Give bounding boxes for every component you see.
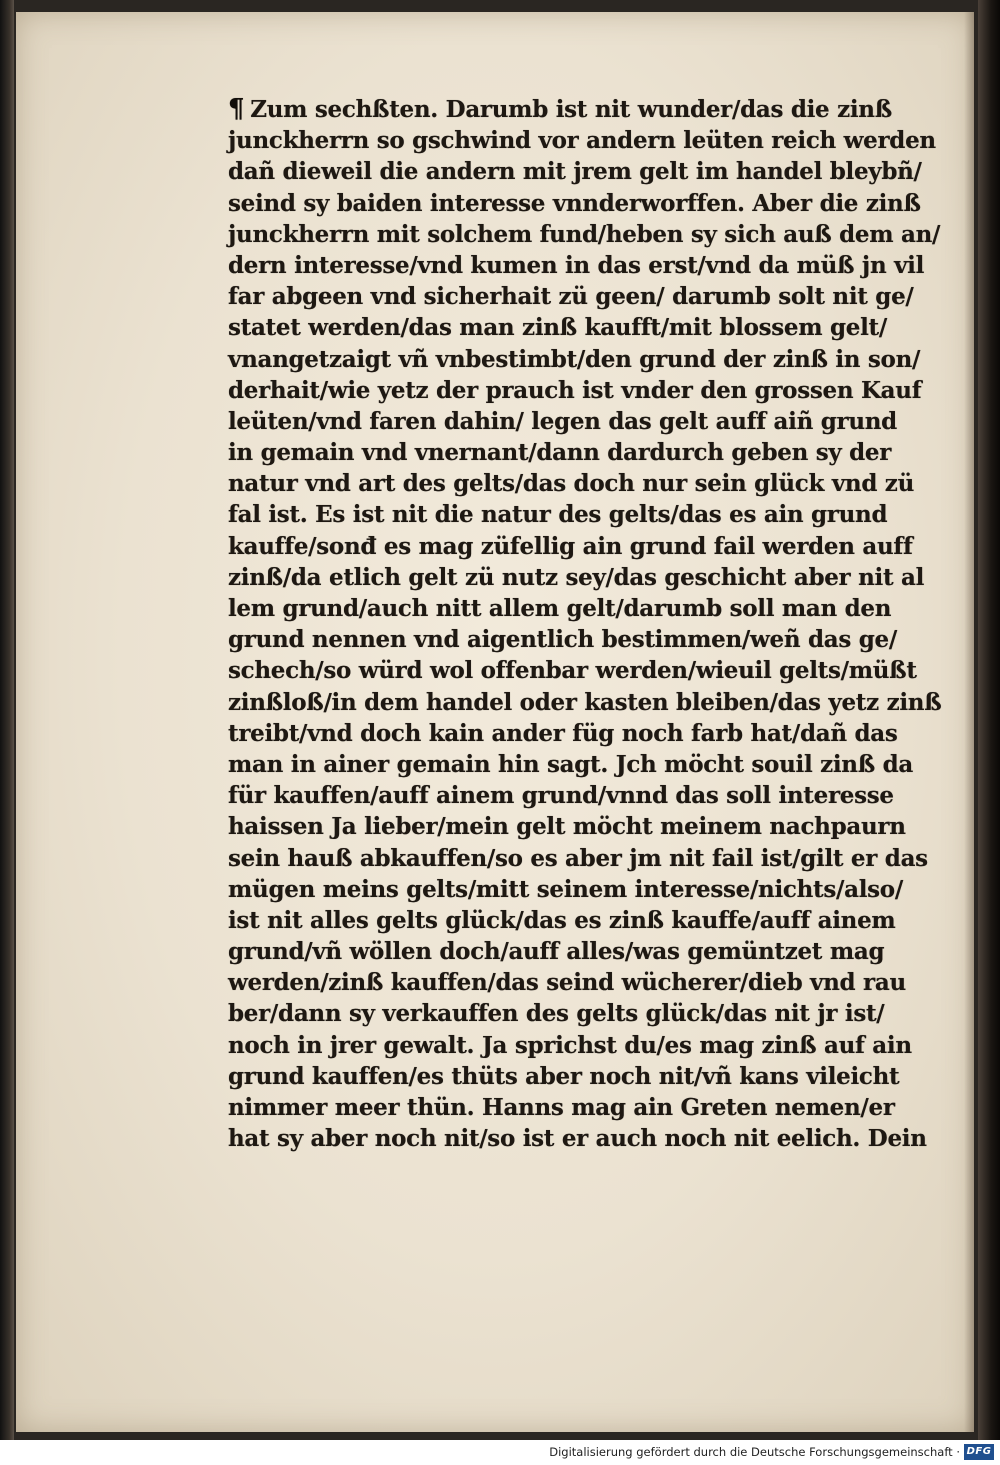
text-line: noch in jrer gewalt. Ja sprichst du/es mag zinß auf ain [228,1031,912,1059]
text-line: kauffe/sonđ es mag züfellig ain grund fail werden auff [228,532,913,560]
text-line: lem grund/auch nitt allem gelt/darumb soll man den [228,595,892,622]
text-line: haissen Ja lieber/mein gelt möcht meinem nachpaurn [228,813,906,841]
text-line: far abgeen vnd sicherhait zü geen/ darumb solt nit ge/ [228,283,914,311]
binding-edge-right [978,0,1000,1440]
text-line: seind sy baiden interesse vnnderworffen. Aber die zinß [228,189,921,217]
text-line: grund kauffen/es thüts aber noch nit/vñ kans vileicht [228,1062,900,1090]
text-line: in gemain vnd vnernant/dann dardurch geben sy der [228,439,892,467]
page-edge-shadow [964,12,974,1432]
funding-credit: Digitalisierung gefördert durch die Deutsche Forschungsgemeinschaft · [549,1445,960,1459]
text-line: natur vnd art des gelts/das doch nur sein glück vnd zü [228,470,914,498]
text-line: zinßloß/in dem handel oder kasten bleiben/das yetz zinß [228,688,942,716]
text-line: dern interesse/vnd kumen in das erst/vnd da müß jn vil [228,251,925,279]
text-line: ist nit alles gelts glück/das es zinß kauffe/auff ainem [228,906,896,934]
text-line: schech/so würd wol offenbar werden/wieuil gelts/müßt [228,657,917,685]
text-line: junckherrn mit solchem fund/heben sy sich auß dem an/ [228,220,941,248]
text-line: nimmer meer thün. Hanns mag ain Greten nemen/er [228,1094,895,1121]
text-line: ber/dann sy verkauffen des gelts glück/das nit jr ist/ [228,1000,885,1028]
text-line: vnangetzaigt vñ vnbestimbt/den grund der zinß in son/ [228,345,921,373]
text-line: für kauffen/auff ainem grund/vnnd das soll interesse [228,782,894,810]
text-line: junckherrn so gschwind vor andern leüten reich werden [228,127,936,155]
text-line: statet werden/das man zinß kaufft/mit blossem gelt/ [228,314,887,342]
text-line: dañ dieweil die andern mit jrem gelt im handel bleybñ/ [228,158,922,186]
text-line: ¶ Zum sechßten. Darumb ist nit wunder/das die zinß [228,94,892,124]
text-line: zinß/da etlich gelt zü nutz sey/das geschicht aber nit al [228,563,925,591]
footer-bar [0,1440,1000,1465]
text-line: man in ainer gemain hin sagt. Jch möcht souil zinß da [228,750,913,778]
blackletter-text-block [228,94,942,1154]
text-line: grund/vñ wöllen doch/auff alles/was gemüntzet mag [228,938,885,966]
text-line: sein hauß abkauffen/so es aber jm nit fail ist/gilt er das [228,844,928,872]
text-line: werden/zinß kauffen/das seind wücherer/dieb vnd rau [228,969,906,997]
text-line: mügen meins gelts/mitt seinem interesse/nichts/also/ [228,875,903,903]
text-line: treibt/vnd doch kain ander füg noch farb hat/dañ das [228,719,898,747]
binding-edge-left [0,0,14,1440]
text-line: fal ist. Es ist nit die natur des gelts/das es ain grund [228,501,888,529]
text-line: derhait/wie yetz der prauch ist vnder den grossen Kauf [228,376,922,404]
paragraph-mark-icon: ¶ [228,94,245,124]
text-line: leüten/vnd faren dahin/ legen das gelt auff aiñ grund [228,407,897,435]
dfg-logo-icon: DFG [964,1444,994,1460]
text-line: grund nennen vnd aigentlich bestimmen/weñ das ge/ [228,626,897,654]
text-line: hat sy aber noch nit/so ist er auch noch nit eelich. Dein [228,1125,927,1153]
